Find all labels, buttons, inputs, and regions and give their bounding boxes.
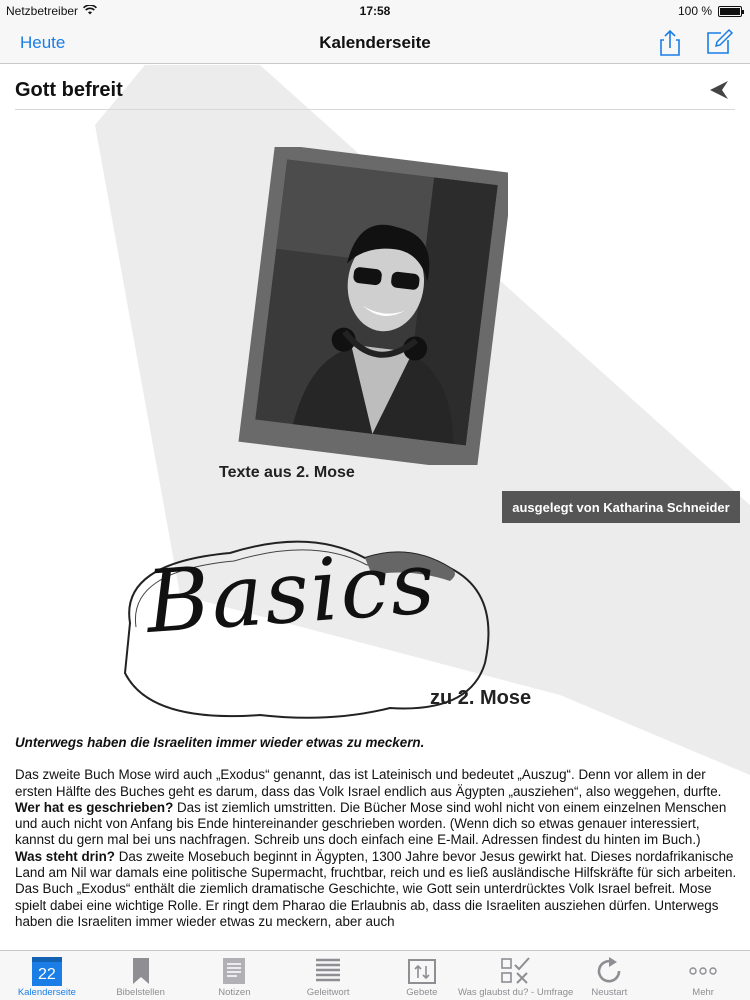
text-lines-icon [312, 956, 344, 986]
tab-umfrage[interactable] [457, 951, 574, 1000]
status-time: 17:58 [359, 4, 391, 18]
basics-subheading: zu 2. Mose [430, 687, 532, 709]
tab-mehr[interactable] [656, 951, 750, 1000]
tab-label: Was glaubst du? - Umfrage [457, 987, 574, 998]
navigation-bar [0, 22, 750, 64]
tab-label: Gebete [406, 987, 438, 998]
tab-neustart[interactable] [563, 951, 657, 1000]
article-section-author [15, 800, 737, 849]
nav-title: Kalenderseite [319, 33, 431, 52]
calendar-page-content[interactable] [0, 65, 750, 950]
checklist-icon [500, 956, 532, 986]
more-icon [687, 956, 719, 986]
status-bar [0, 0, 750, 22]
tab-label: Geleitwort [306, 987, 350, 998]
tab-label: Notizen [218, 987, 251, 998]
tab-gebete[interactable] [375, 951, 469, 1000]
status-right [678, 4, 742, 18]
portrait-photo [238, 147, 508, 465]
battery-fill [720, 8, 740, 15]
battery-percent: 100 % [677, 4, 712, 18]
tab-label: Neustart [591, 987, 628, 998]
question-content: Was steht drin? [15, 848, 115, 864]
sort-box-icon [406, 956, 438, 986]
question-author: Wer hat es geschrieben? [15, 799, 174, 815]
share-icon[interactable] [655, 28, 685, 58]
answer-author: Das ist ziemlich umstritten. Die Bücher Mose sind wohl nicht von einem einzelnen Menschen und auch nicht von Anfang bis Ende hintereinander geschrieben worden. (Wenn dich so etwas genauer interessiert, kannst du gern mal bei uns nachfragen. Schreib uns doch einfach eine E-Mail. Adressen findest du hinten im Buch.) [15, 799, 727, 848]
photo-caption: Texte aus 2. Mose [219, 464, 355, 481]
article-text [15, 735, 737, 930]
compose-icon[interactable] [704, 28, 734, 58]
refresh-icon [593, 956, 625, 986]
tab-kalenderseite[interactable] [0, 951, 94, 1000]
calendar-day-badge: 22 [32, 957, 62, 986]
tab-label: Kalenderseite [17, 987, 76, 998]
bookmark-icon [125, 956, 157, 986]
notes-icon [218, 956, 250, 986]
carrier-label: Netzbetreiber [6, 4, 79, 18]
tab-notizen[interactable] [188, 951, 282, 1000]
answer-content: Das zweite Mosebuch beginnt in Ägypten, 1300 Jahre bevor Jesus gewirkt hat. Dieses nordafrikanische Land am Nil war damals eine politische Supermacht, fruchtbar, reich und es ließ ausländische Hilfskräfte für sich arbeiten. Das Buch „Exodus“ enthält die ziemlich dramatische Geschichte, wie Gott sein unterdrücktes Volk Israel befreit. Mose spielt dabei eine wichtige Rolle. Er ringt dem Pharao die Erlaubnis ab, dass die Israeliten ausziehen dürfen. Unterwegs haben die Israeliten immer wieder etwas zu meckern, aber auch [15, 848, 737, 929]
battery-icon [718, 6, 742, 17]
calendar-icon [31, 956, 63, 986]
tab-bibelstellen[interactable] [94, 951, 188, 1000]
author-tag: ausgelegt von Katharina Schneider [502, 491, 740, 523]
today-button[interactable]: Heute [20, 33, 66, 52]
article-intro: Das zweite Buch Mose wird auch „Exodus“ genannt, das ist Lateinisch und bedeutet „Auszug“. Denn vor allem in der ersten Hälfte des Buches geht es darum, dass das Volk Israel endlich aus Ägypten „ausziehen“, also weggehen, durfte. [15, 767, 722, 799]
tab-label: Mehr [692, 987, 714, 998]
tab-bar [0, 950, 750, 1000]
page-title: Gott befreit [15, 79, 123, 101]
article-section-content [15, 849, 737, 930]
title-divider [15, 109, 735, 110]
basics-heading: Basics [143, 532, 440, 653]
article-lead: Unterwegs haben die Israeliten immer wieder etwas zu meckern. [15, 735, 425, 750]
tab-geleitwort[interactable] [281, 951, 375, 1000]
tab-label: Bibelstellen [116, 987, 165, 998]
back-arrow-icon[interactable] [708, 79, 730, 106]
